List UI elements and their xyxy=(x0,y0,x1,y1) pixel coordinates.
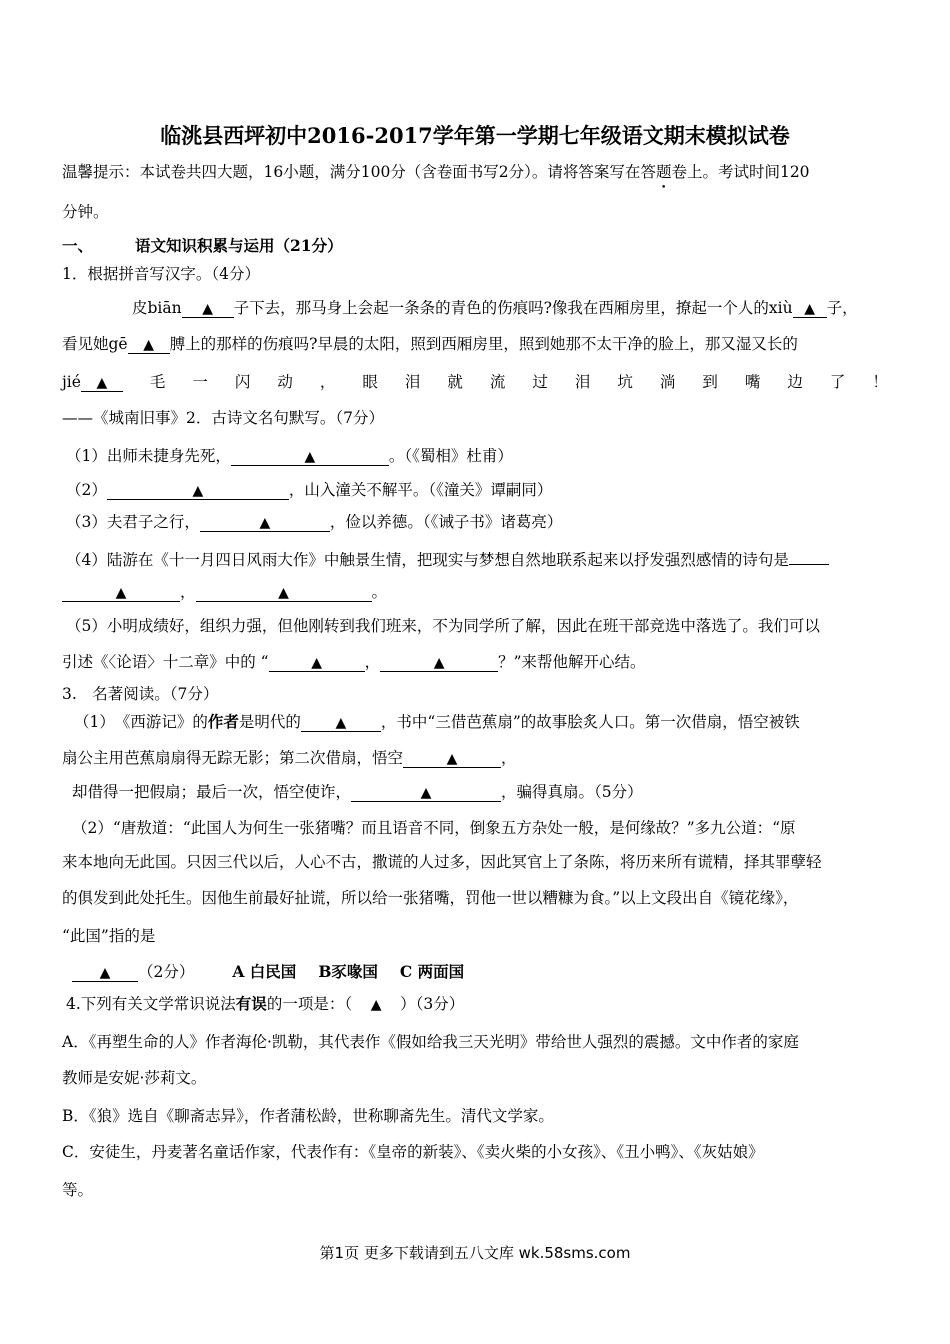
notice-text-end: 上。考试时间120 xyxy=(686,163,810,181)
answer-blank[interactable] xyxy=(403,749,501,768)
answer-blank[interactable] xyxy=(196,583,372,602)
q2-text: （4）陆游在《十一月四日风雨大作》中触景生情，把现实与梦想自然地联系起来以抒发强烈感情的诗句是 xyxy=(66,551,789,569)
answer-blank[interactable] xyxy=(72,963,138,982)
q1-text: 看见她gē xyxy=(62,335,128,353)
answer-blank-start[interactable] xyxy=(789,546,829,565)
answer-blank[interactable] xyxy=(301,713,381,732)
q4-option-b: B．《狼》选自《聊斋志异》，作者蒲松龄，世称聊斋先生。清代文学家。 xyxy=(62,1107,554,1125)
q1-char: 动 xyxy=(277,373,293,391)
answer-blank[interactable] xyxy=(380,653,498,672)
blank-triangle-icon: ▲ xyxy=(259,515,271,531)
q1-text: 子下去，那马身上会起一条条的青色的伤痕吗?像我在西厢房里，撩起一个人的xiù xyxy=(233,299,793,317)
q4-bold-text: 有误 xyxy=(235,994,267,1013)
q2-text: ，山入潼关不解平。（《潼关》谭嗣同） xyxy=(288,481,553,499)
blank-triangle-icon: ▲ xyxy=(420,785,432,801)
q4-text: 的一项是：（ xyxy=(266,995,353,1013)
q3-part-2-answer-line xyxy=(72,962,464,982)
q2-text: 。（《蜀相》杜甫） xyxy=(388,447,513,465)
q1-char: 淌 xyxy=(659,373,676,391)
q3-part-1-line-3 xyxy=(72,782,643,802)
q4-text: 4.下列有关文学常识说法 xyxy=(66,995,236,1013)
q1-char: 眼 xyxy=(362,373,378,391)
answer-blank[interactable] xyxy=(352,994,400,1015)
q3-heading: 3. 名著阅读。（7分） xyxy=(62,685,219,703)
q3-text: ， xyxy=(501,749,517,767)
page-footer: 第1页 更多下载请到五八文库 wk.58sms.com xyxy=(319,1244,631,1262)
q3-text: ，书中“三借芭蕉扇”的故事脍炙人口。第一次借扇，悟空被铁 xyxy=(380,713,800,731)
notice-text: 温馨提示：本试卷共四大题，16小题，满分100分（含卷面书写2分）。请将答案写在 xyxy=(62,163,641,181)
q1-text: jié xyxy=(62,373,81,391)
notice-line-1 xyxy=(62,162,810,182)
blank-triangle-icon: ▲ xyxy=(115,585,127,601)
blank-triangle-icon: ▲ xyxy=(96,375,108,391)
q1-text: 子， xyxy=(826,299,858,317)
q3-text: 却借得一把假扇；最后一次，悟空使诈， xyxy=(72,783,352,801)
answer-blank[interactable] xyxy=(81,373,123,392)
blank-triangle-icon: ▲ xyxy=(433,655,445,671)
q3-text: 是明代的 xyxy=(238,713,301,731)
q1-line-1 xyxy=(132,298,858,318)
q3-part-2-line-3: 的俱发到此处托生。因他生前最好扯谎，所以给一张猪嘴，罚他一世以糟糠为食。”以上文段出自《镜花缘》， xyxy=(62,889,799,907)
answer-blank[interactable] xyxy=(107,481,289,500)
q2-text: （2） xyxy=(66,481,107,499)
answer-blank[interactable] xyxy=(200,513,330,532)
option-c: C 两面国 xyxy=(399,962,465,981)
blank-triangle-icon: ▲ xyxy=(370,997,382,1013)
q1-char: ！ xyxy=(872,373,888,391)
q2-sentence-3 xyxy=(66,512,562,532)
answer-blank[interactable] xyxy=(182,299,234,318)
blank-triangle-icon: ▲ xyxy=(202,301,213,317)
notice-line-2: 分钟。 xyxy=(62,203,109,221)
q3-text: （1） 《西游记》的 xyxy=(74,713,208,731)
q1-line-3-lead xyxy=(62,372,123,392)
q1-char: 流 xyxy=(489,373,506,391)
option-a: A 白民国 xyxy=(232,962,297,981)
answer-blank[interactable] xyxy=(231,447,389,466)
q1-char: 边 xyxy=(787,373,803,391)
q4-option-c-line-1: C．安徒生，丹麦著名童话作家，代表作有：《皇帝的新装》、《卖火柴的小女孩》、《丑小鸭》、《灰姑娘》 xyxy=(62,1143,764,1161)
q1-char: 嘴 xyxy=(744,373,761,391)
blank-triangle-icon: ▲ xyxy=(304,449,316,465)
blank-triangle-icon: ▲ xyxy=(143,337,154,353)
q1-char: 过 xyxy=(532,373,548,391)
q2-text: ，俭以养德。（《诫子书》诸葛亮） xyxy=(329,513,563,531)
q2-text: ？”来帮他解开心结。 xyxy=(498,653,646,671)
blank-triangle-icon: ▲ xyxy=(446,751,458,767)
q3-part-2-line-1: （2）“唐敖道：“此国人为何生一张猪嘴？而且语音不同，倒象五方杂处一般，是何缘故？”多九公道：“原 xyxy=(72,819,796,837)
q2-sentence-5: （5）小明成绩好，组织力强，但他刚转到我们班来，不为同学所了解，因此在班干部竞选中落选了。我们可以 xyxy=(66,617,820,635)
q2-text: ， xyxy=(364,653,381,671)
section-1-heading xyxy=(62,236,343,256)
q1-char: 到 xyxy=(702,373,718,391)
q1-line-3 xyxy=(62,372,888,392)
q1-char: 泪 xyxy=(574,373,591,391)
q2-sentence-1 xyxy=(66,446,513,466)
q1-char: 了 xyxy=(829,373,846,391)
q1-text: 膊上的那样的伤痕吗?早晨的太阳，照到西厢房里，照到她那不太干净的脸上，那又湿又长的 xyxy=(169,335,798,353)
q3-part-1-line-1 xyxy=(74,712,800,732)
blank-triangle-icon: ▲ xyxy=(335,715,347,731)
q1-char: 闪 xyxy=(234,373,251,391)
q2-line-0: ——《城南旧事》2．古诗文名句默写。（7分） xyxy=(62,409,384,427)
q4-option-c-line-2: 等。 xyxy=(62,1181,94,1199)
q2-text: 引述《〈论语〉十二章》中的 “ xyxy=(62,653,269,671)
exam-title: 临洮县西坪初中2016-2017学年第一学期七年级语文期末模拟试卷 xyxy=(160,123,790,148)
blank-triangle-icon: ▲ xyxy=(278,585,289,601)
q1-char: 毛 xyxy=(149,373,166,391)
q1-line-2 xyxy=(62,334,798,354)
q1-char: 坑 xyxy=(617,373,633,391)
q1-char: 就 xyxy=(447,373,463,391)
q1-text: 皮biān xyxy=(132,299,182,317)
q4-text: ）（3分） xyxy=(400,995,465,1013)
q3-part-1-line-2 xyxy=(62,748,517,768)
q2-sentence-2 xyxy=(66,480,552,500)
option-b: B豕喙国 xyxy=(318,962,378,981)
notice-dotted-emphasis: 答题卷 xyxy=(640,163,687,181)
q1-char: 泪 xyxy=(404,373,421,391)
answer-blank[interactable] xyxy=(793,299,827,318)
q4-option-a-line-2: 教师是安妮·莎莉文。 xyxy=(62,1069,207,1087)
q2-sentence-4 xyxy=(66,546,829,570)
blank-triangle-icon: ▲ xyxy=(192,483,204,499)
q3-text: 扇公主用芭蕉扇扇得无踪无影；第二次借扇，悟空 xyxy=(62,749,404,767)
blank-triangle-icon: ▲ xyxy=(311,655,322,671)
section-1-number: 一、 xyxy=(62,236,94,255)
q4-heading xyxy=(66,994,464,1015)
q3-score: （2分） xyxy=(138,963,195,981)
section-1-title: 语文知识积累与运用（21分） xyxy=(135,236,343,255)
q1-char: ， xyxy=(319,373,336,391)
q3-text: ，骗得真扇。（5分） xyxy=(501,783,643,801)
answer-blank[interactable] xyxy=(128,335,170,354)
blank-triangle-icon: ▲ xyxy=(99,965,111,981)
blank-triangle-icon: ▲ xyxy=(804,301,815,317)
answer-blank[interactable] xyxy=(351,783,501,802)
q2-sentence-4-cont xyxy=(62,582,387,602)
answer-blank[interactable] xyxy=(62,583,180,602)
q2-text: 。 xyxy=(371,583,388,601)
q1-heading: 1．根据拼音写汉字。（4分） xyxy=(62,265,260,283)
q3-part-2-line-4: “此国”指的是 xyxy=(62,927,156,945)
answer-blank[interactable] xyxy=(269,653,365,672)
q3-part-2-line-2: 来本地向无此国。只因三代以后，人心不古，撒谎的人过多，因此冥官上了条陈，将历来所有谎精，择其罪孽轻 xyxy=(62,853,822,871)
q3-bold-text: 作者 xyxy=(207,712,239,731)
q2-sentence-5-cont xyxy=(62,652,646,672)
q4-option-a-line-1: A．《再塑生命的人》作者海伦·凯勒，其代表作《假如给我三天光明》带给世人强烈的震撼。文中作者的家庭 xyxy=(62,1033,799,1051)
q1-char: 一 xyxy=(192,373,208,391)
q2-text: （1）出师未捷身先死， xyxy=(66,447,231,465)
q2-text: ， xyxy=(180,583,196,601)
q2-text: （3）夫君子之行， xyxy=(66,513,200,531)
